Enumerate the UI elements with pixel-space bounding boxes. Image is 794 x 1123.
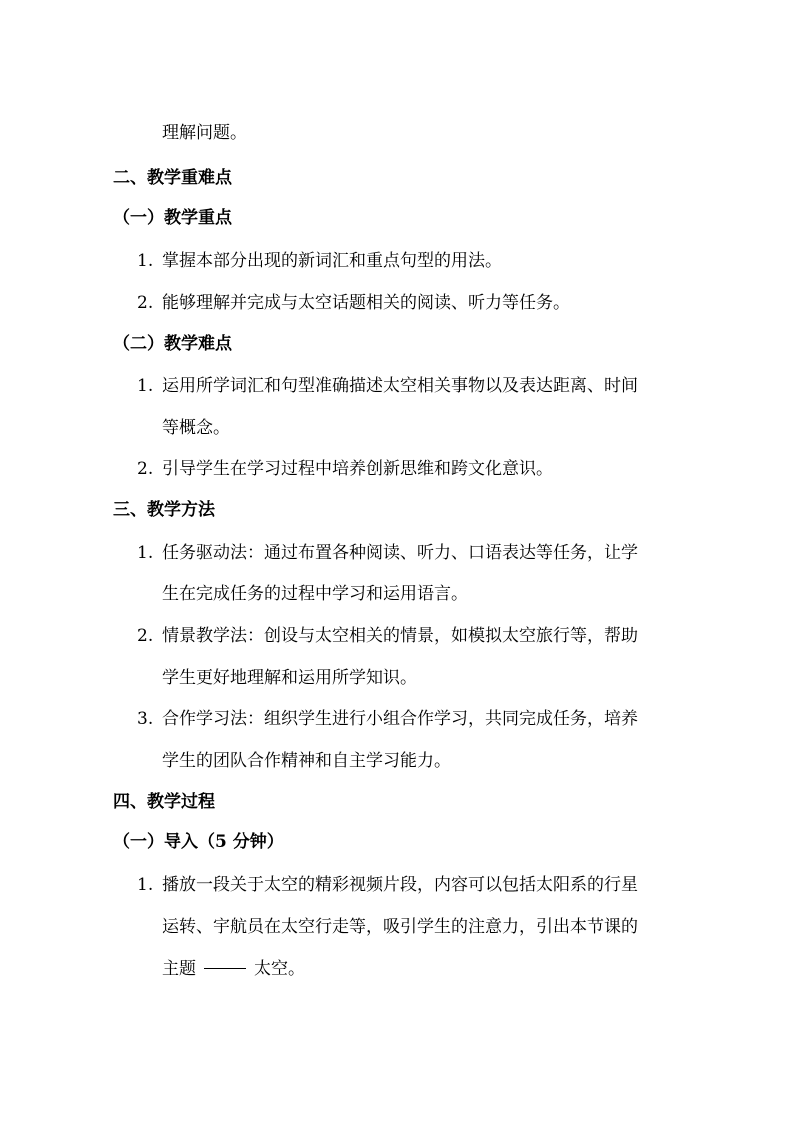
list-item-text: 情景教学法：创设与太空相关的情景，如模拟太空旅行等，帮助 [162,626,638,646]
list-number: 2. [137,626,154,646]
list-item-text: 掌握本部分出现的新词汇和重点句型的用法。 [162,251,502,271]
list-item-text-last [162,957,305,981]
subsection-heading-intro: （一）导入（5 分钟） [113,832,284,852]
list-item-text: 引导学生在学习过程中培养创新思维和跨文化意识。 [162,459,553,479]
list-number: 2. [137,293,154,313]
list-number: 1. [137,543,154,563]
list-item-text: 合作学习法：组织学生进行小组合作学习，共同完成任务，培养 [162,709,638,729]
subsection-heading-difficulties: （二）教学难点 [113,334,232,354]
list-item-text: 学生的团队合作精神和自主学习能力。 [162,751,451,771]
theme-value: 太空。 [254,959,305,979]
list-number: 2. [137,459,154,479]
list-item-text: 生在完成任务的过程中学习和运用语言。 [162,584,468,604]
subsection-heading-key-points: （一）教学重点 [113,208,232,228]
list-item-text: 能够理解并完成与太空话题相关的阅读、听力等任务。 [162,293,570,313]
theme-label: 主题 [162,959,196,979]
section-heading-3: 三、教学方法 [113,500,215,520]
list-number: 1. [137,251,154,271]
list-item-text: 播放一段关于太空的精彩视频片段，内容可以包括太阳系的行星 [162,875,638,895]
list-item-text: 任务驱动法：通过布置各种阅读、听力、口语表达等任务，让学 [162,543,638,563]
list-item-text: 等概念。 [162,418,230,438]
list-item-text: 运转、宇航员在太空行走等，吸引学生的注意力，引出本节课的 [162,917,638,937]
em-dash-rule [204,968,246,969]
section-heading-4: 四、教学过程 [113,792,215,812]
list-number: 1. [137,875,154,895]
continuation-line: 理解问题。 [162,123,247,143]
list-number: 3. [137,709,154,729]
list-item-text: 运用所学词汇和句型准确描述太空相关事物以及表达距离、时间 [162,376,638,396]
list-item-text: 学生更好地理解和运用所学知识。 [162,668,417,688]
section-heading-2: 二、教学重难点 [113,168,232,188]
list-number: 1. [137,376,154,396]
